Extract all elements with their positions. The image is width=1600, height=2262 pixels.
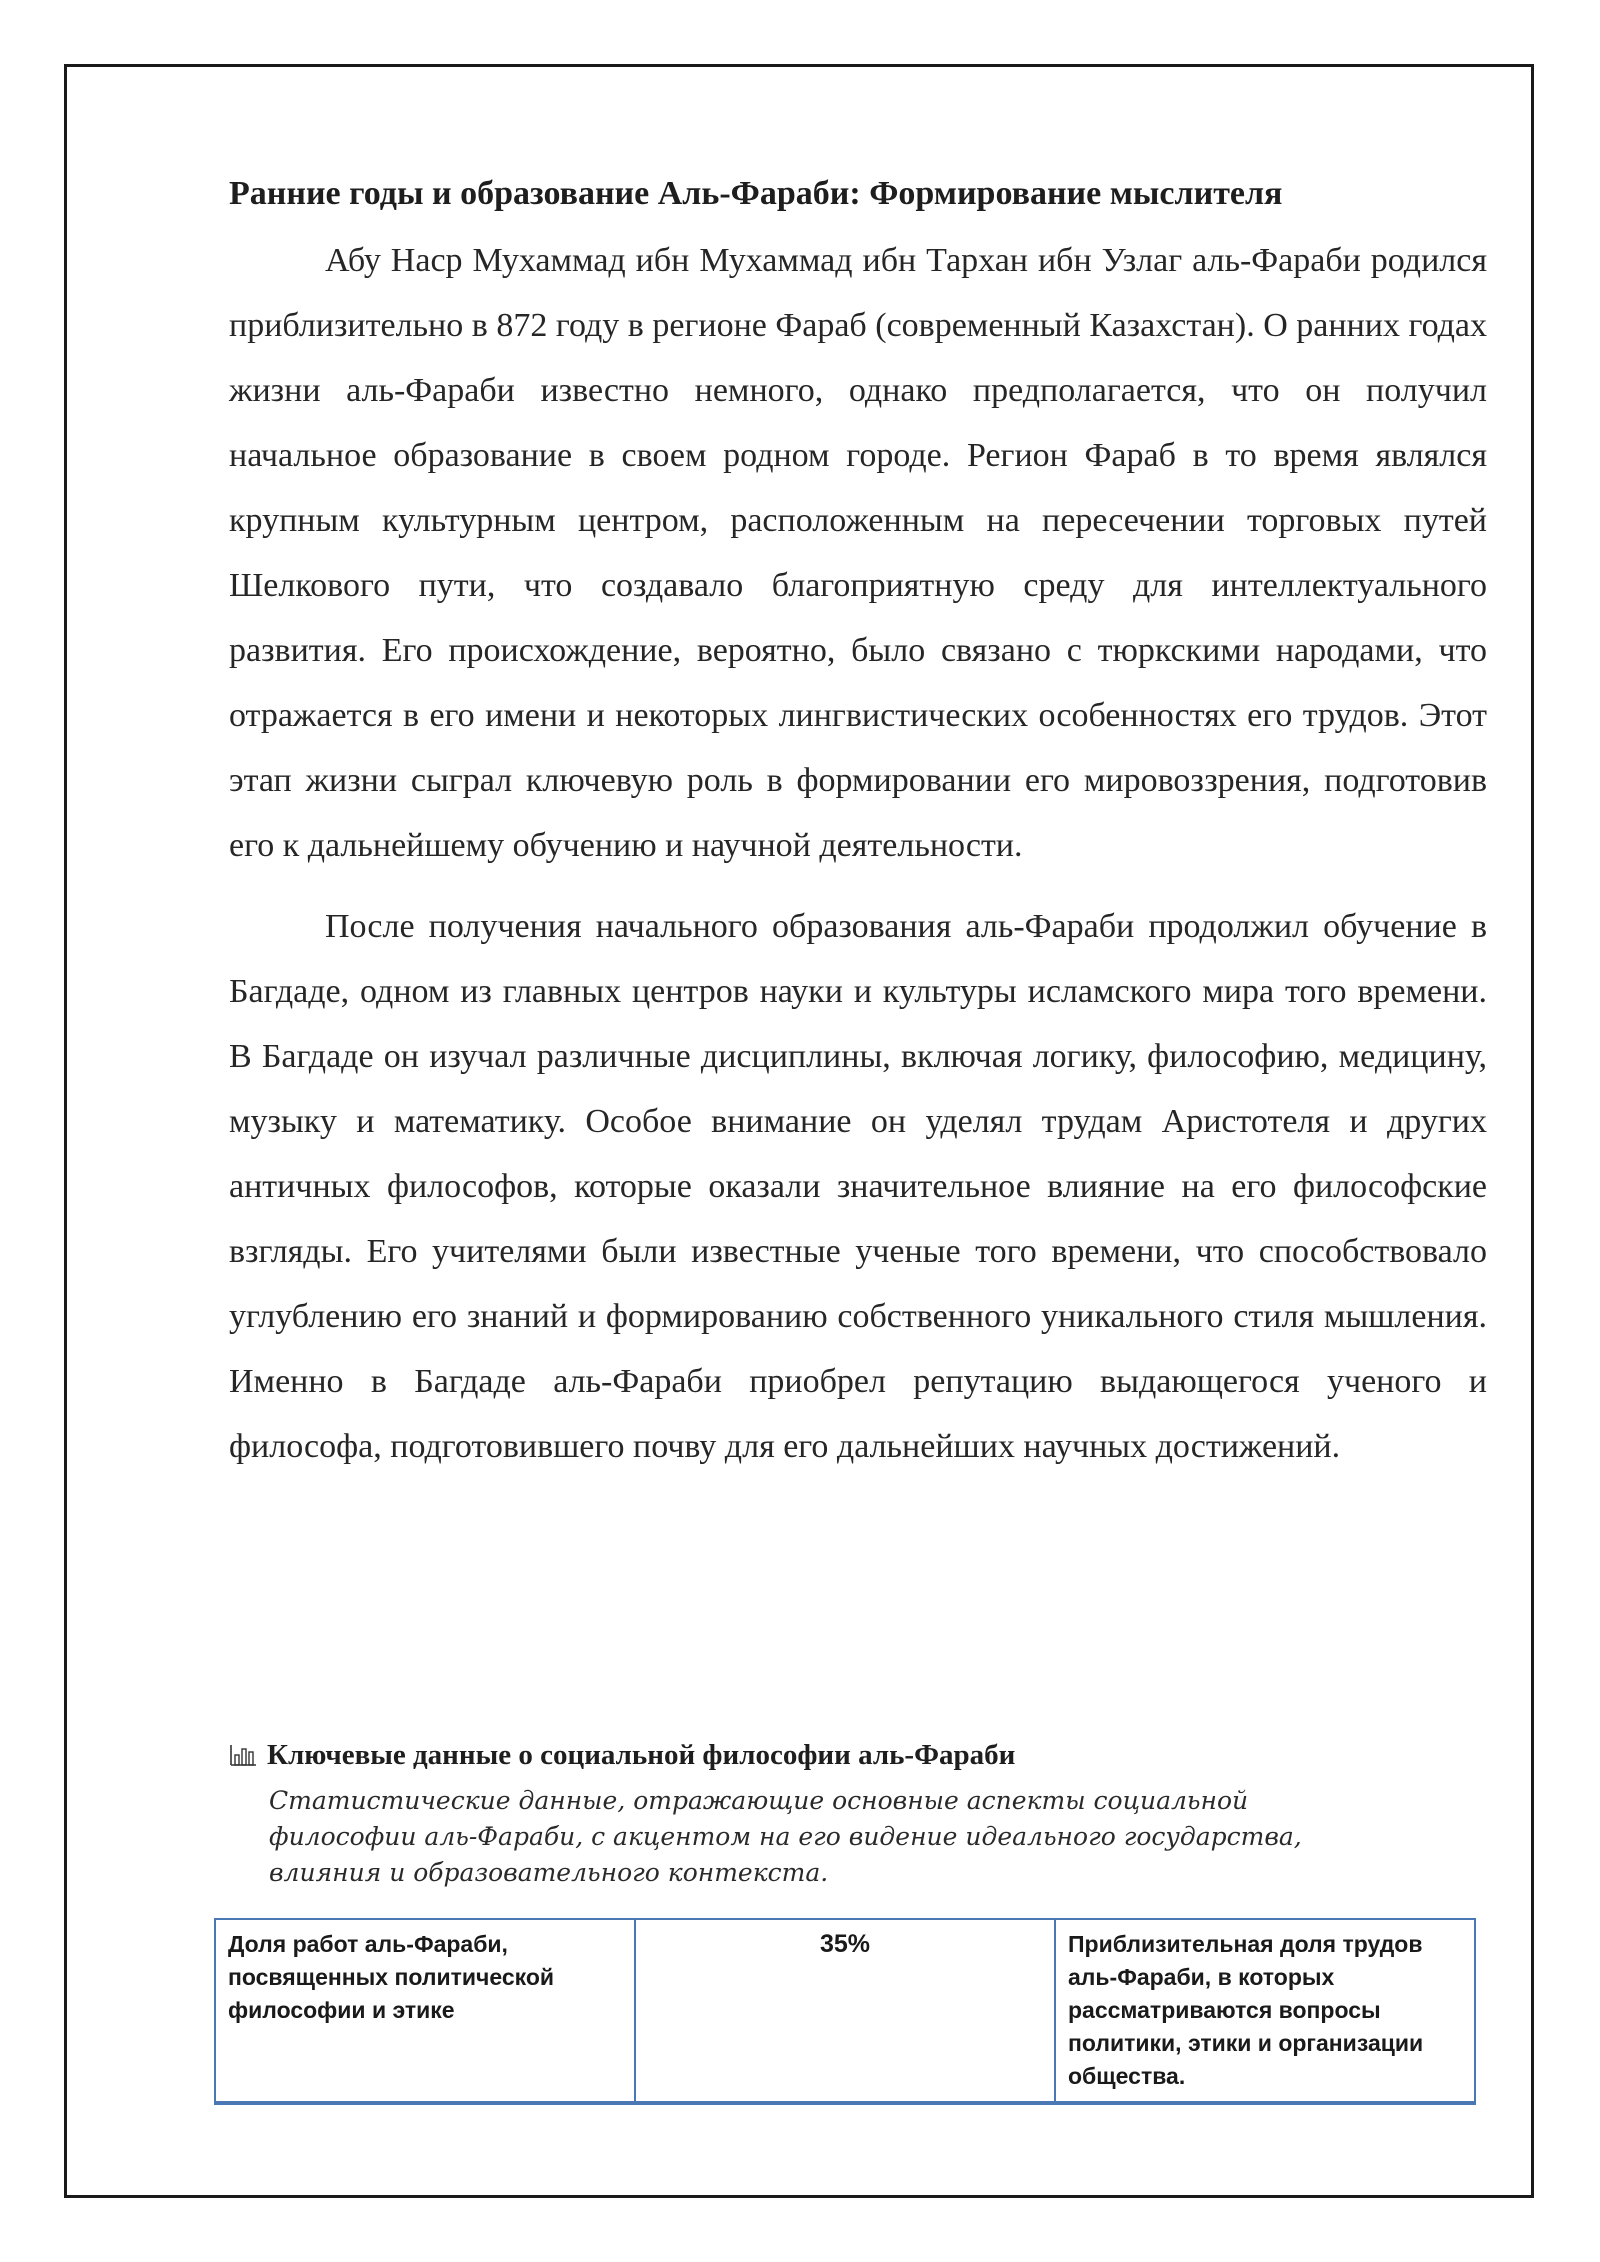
paragraph-early-years: Абу Наср Мухаммад ибн Мухаммад ибн Тархан ибн Узлаг аль-Фараби родился приблизительно в 872 году в регионе Фараб (современный Казахстан). О ранних годах жизни аль-Фараби известно немного, однако предполагается, что он получил начальное образование в своем родном городе. Регион Фараб в то время являлся крупным культурным центром, расположенным на пересечении торговых путей Шелкового пути, что создавало благоприятную среду для интеллектуального развития. Его происхождение, вероятно, было связано с тюркскими народами, что отражается в его имени и некоторых лингвистических особенностях его трудов. Этот этап жизни сыграл ключевую роль в формировании его мировоззрения, подготовив его к дальнейшему обучению и научной деятельности. xyxy=(229,242,1487,864)
key-data-table xyxy=(214,1918,1476,2105)
key-data-description: Статистические данные, отражающие основные аспекты социальной философии аль-Фараби, с акцентом на его видение идеального государства, влияния и образовательного контекста. xyxy=(269,1786,1302,1887)
table-cell-note: Приблизительная доля трудов аль-Фараби, в которых рассматриваются вопросы политики, этики и организации общества. xyxy=(1055,1919,1475,2103)
table-row xyxy=(215,1919,1475,2103)
document-title: Ранние годы и образование Аль-Фараби: Формирование мыслителя xyxy=(229,175,1283,212)
table-cell-label: Доля работ аль-Фараби, посвященных политической философии и этике xyxy=(215,1919,635,2103)
paragraph-baghdad-education: После получения начального образования аль-Фараби продолжил обучение в Багдаде, одном из главных центров науки и культуры исламского мира того времени. В Багдаде он изучал различные дисциплины, включая логику, философию, медицину, музыку и математику. Особое внимание он уделял трудам Аристотеля и других античных философов, которые оказали значительное влияние на его философские взгляды. Его учителями были известные ученые того времени, что способствовало углублению его знаний и формированию собственного уникального стиля мышления. Именно в Багдаде аль-Фараби приобрел репутацию выдающегося ученого и философа, подготовившего почву для его дальнейших научных достижений. xyxy=(229,908,1487,1465)
bar-chart-icon xyxy=(229,1743,257,1767)
table-cell-value: 35% xyxy=(635,1919,1055,2103)
key-data-heading: Ключевые данные о социальной философии аль-Фараби xyxy=(267,1739,1016,1771)
document-body xyxy=(229,172,1487,1495)
key-data-heading-row xyxy=(229,1735,1487,1775)
key-data-section xyxy=(229,1735,1487,1891)
